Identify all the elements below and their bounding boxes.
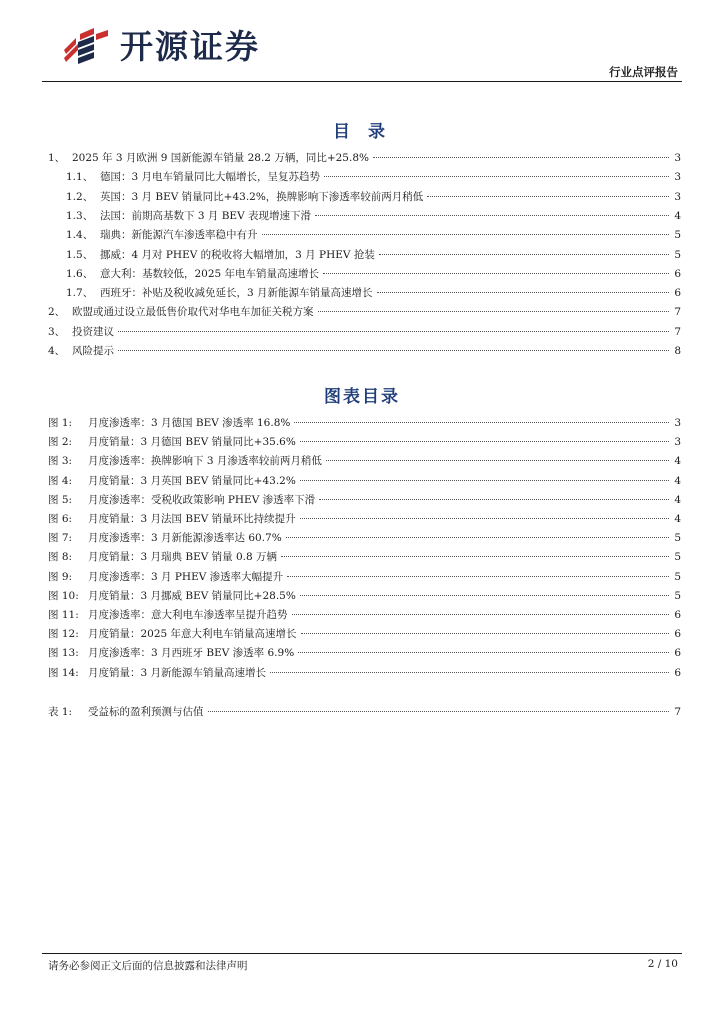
dot-leader	[300, 430, 669, 442]
figure-list-entry-number: 图 3:	[48, 455, 73, 468]
toc-entry[interactable]	[48, 323, 681, 339]
figure-list-entry-text: 月度渗透率：3 月 PHEV 渗透率大幅提升	[88, 570, 284, 583]
header-divider	[42, 81, 682, 82]
toc-entry-page: 7	[674, 306, 681, 319]
figure-list-entry-page: 4	[674, 493, 681, 506]
figure-list-entry[interactable]	[48, 625, 681, 641]
figure-list-title: 图表目录	[324, 387, 400, 407]
dot-leader	[262, 223, 670, 235]
toc-entry[interactable]	[66, 188, 681, 204]
toc-entry-number: 2、	[48, 306, 66, 319]
table-list-entry-number: 表 1:	[48, 706, 73, 718]
toc-entry-page: 8	[674, 345, 681, 357]
figure-list-entry-number: 图 6:	[48, 513, 73, 525]
brand-logo-icon	[60, 28, 112, 68]
dot-leader	[118, 320, 669, 332]
brand-name: 开源证券	[120, 27, 260, 66]
dot-leader	[286, 526, 669, 538]
table-list-entry-page: 7	[674, 706, 681, 718]
toc-entry-number: 3、	[48, 325, 66, 338]
toc-entry-number: 1.3、	[66, 209, 94, 222]
figure-list-entry-page: 5	[674, 551, 681, 564]
figure-list-entry-page: 3	[674, 417, 681, 429]
figure-list-entry[interactable]	[48, 414, 681, 430]
figure-list-entry-text: 月度销量：3 月挪威 BEV 销量同比+28.5%	[88, 589, 296, 602]
toc-entry-page: 3	[674, 171, 681, 184]
report-type-label: 行业点评报告	[609, 65, 678, 79]
toc-entry-text: 投资建议	[72, 325, 114, 338]
toc-entry-page: 6	[674, 287, 681, 300]
figure-list-entry[interactable]	[48, 472, 681, 488]
figure-list-entry-text: 月度渗透率：3 月德国 BEV 渗透率 16.8%	[88, 417, 291, 429]
footer-divider	[42, 953, 682, 954]
toc-entry-text: 英国：3 月 BEV 销量同比+43.2%，换牌影响下渗透率较前两月稍低	[100, 190, 424, 203]
figure-list-entry-number: 图 12:	[48, 628, 79, 641]
toc-entry-page: 6	[674, 267, 681, 280]
dot-leader	[281, 545, 669, 557]
figure-list-entry-number: 图 7:	[48, 532, 73, 545]
toc-entry-number: 1.1、	[66, 171, 94, 184]
dot-leader	[118, 339, 669, 351]
dot-leader	[208, 700, 670, 712]
figure-list-entry-text: 月度渗透率：换牌影响下 3 月渗透率较前两月稍低	[88, 455, 322, 468]
figure-list-entry-text: 月度销量：3 月法国 BEV 销量环比持续提升	[88, 513, 296, 525]
figure-list-entry-page: 4	[674, 513, 681, 525]
toc-entry-number: 1.6、	[66, 267, 94, 280]
toc-entry-number: 1.2、	[66, 190, 94, 203]
dot-leader	[270, 661, 669, 673]
figure-list-entry-number: 图 13:	[48, 647, 79, 660]
figure-list-entry[interactable]	[48, 529, 681, 545]
figure-list-entry-text: 月度销量：3 月新能源车销量高速增长	[88, 666, 267, 679]
figure-list-entry-text: 月度渗透率：3 月西班牙 BEV 渗透率 6.9%	[88, 647, 295, 660]
toc-entry-page: 5	[674, 248, 681, 261]
toc-entry-text: 2025 年 3 月欧洲 9 国新能源车销量 28.2 万辆，同比+25.8%	[72, 152, 369, 164]
figure-list-entry[interactable]	[48, 644, 681, 660]
dot-leader	[319, 488, 669, 500]
table-list-entry-text: 受益标的盈利预测与估值	[88, 706, 204, 718]
toc-entry-text: 欧盟或通过设立最低售价取代对华电车加征关税方案	[72, 306, 314, 319]
figure-list-entry-number: 图 2:	[48, 436, 73, 449]
toc-entry-number: 1、	[48, 152, 66, 164]
dot-leader	[427, 185, 669, 197]
figure-list-entry-text: 月度销量：3 月德国 BEV 销量同比+35.6%	[88, 436, 296, 449]
figure-list-entry-number: 图 9:	[48, 570, 73, 583]
toc-entry[interactable]	[48, 342, 681, 358]
toc-entry-number: 1.7、	[66, 287, 94, 300]
figure-list-entry[interactable]	[48, 433, 681, 449]
figure-list-entry-number: 图 1:	[48, 417, 73, 429]
toc-entry-text: 瑞典：新能源汽车渗透率稳中有升	[100, 229, 258, 242]
figure-list-entry-number: 图 4:	[48, 474, 73, 487]
figure-list-entry-text: 月度销量：3 月瑞典 BEV 销量 0.8 万辆	[88, 551, 278, 564]
figure-list-entry-page: 4	[674, 455, 681, 468]
toc-entry[interactable]	[48, 149, 681, 165]
dot-leader	[326, 449, 669, 461]
toc-entry-page: 3	[674, 152, 681, 164]
figure-list-entry-number: 图 11:	[48, 609, 79, 621]
toc-title: 目 录	[333, 122, 391, 142]
toc-entry-text: 挪威：4 月对 PHEV 的税收将大幅增加，3 月 PHEV 抢装	[100, 248, 375, 261]
toc-entry[interactable]	[66, 226, 681, 242]
toc-entry-text: 法国：前期高基数下 3 月 BEV 表现增速下滑	[100, 209, 311, 222]
figure-list-entry-page: 6	[674, 647, 681, 660]
toc-entry-page: 7	[674, 325, 681, 338]
figure-list-entry[interactable]	[48, 606, 681, 622]
dot-leader	[315, 204, 669, 216]
toc-entry-text: 西班牙：补贴及税收减免延长，3 月新能源车销量高速增长	[100, 287, 373, 300]
page-number: 2 / 10	[647, 958, 678, 970]
dot-leader	[324, 165, 669, 177]
dot-leader	[323, 262, 669, 274]
figure-list-entry-text: 月度销量：2025 年意大利电车销量高速增长	[88, 628, 297, 641]
figure-list-entry-number: 图 8:	[48, 551, 73, 564]
footer-disclaimer: 请务必参阅正文后面的信息披露和法律声明	[48, 960, 248, 972]
dot-leader	[377, 281, 669, 293]
toc-entry[interactable]	[66, 246, 681, 262]
figure-list-entry-text: 月度销量：3 月英国 BEV 销量同比+43.2%	[88, 474, 296, 487]
figure-list-entry-page: 5	[674, 589, 681, 602]
page-header	[42, 18, 682, 82]
toc-entry-text: 风险提示	[72, 345, 114, 357]
figure-list-entry-number: 图 14:	[48, 666, 79, 679]
dot-leader	[373, 146, 669, 158]
toc-entry[interactable]	[66, 168, 681, 184]
figure-list-entry-text: 月度渗透率：意大利电车渗透率呈提升趋势	[88, 609, 288, 621]
figure-list-entry-number: 图 10:	[48, 589, 79, 602]
figure-list-entry-text: 月度渗透率：受税收政策影响 PHEV 渗透率下滑	[88, 493, 316, 506]
figure-list-entry[interactable]	[48, 452, 681, 468]
figure-list-entry[interactable]	[48, 587, 681, 603]
figure-list-entry-number: 图 5:	[48, 493, 73, 506]
figure-list-entry-page: 5	[674, 532, 681, 545]
toc-entry-page: 3	[674, 190, 681, 203]
toc-entry[interactable]	[66, 284, 681, 300]
dot-leader	[379, 243, 669, 255]
figure-list-entry[interactable]	[48, 568, 681, 584]
figure-list-entry-page: 4	[674, 474, 681, 487]
toc-entry-page: 4	[674, 209, 681, 222]
toc-entry-number: 1.4、	[66, 229, 94, 242]
figure-list-entry[interactable]	[48, 510, 681, 526]
dot-leader	[287, 565, 669, 577]
figure-list-entry-text: 月度渗透率：3 月新能源渗透率达 60.7%	[88, 532, 282, 545]
brand-logo	[60, 22, 310, 72]
figure-list-entry-page: 6	[674, 666, 681, 679]
toc-entry-number: 1.5、	[66, 248, 94, 261]
dot-leader	[300, 507, 669, 519]
dot-leader	[292, 603, 670, 615]
figure-list-entry[interactable]	[48, 548, 681, 564]
figure-list-entry-page: 6	[674, 609, 681, 621]
toc-entry-text: 德国：3 月电车销量同比大幅增长，呈复苏趋势	[100, 171, 321, 184]
figure-list-entry-page: 6	[674, 628, 681, 641]
dot-leader	[294, 411, 669, 423]
table-list-entry[interactable]	[48, 703, 681, 719]
dot-leader	[298, 641, 669, 653]
figure-list-entry-page: 5	[674, 570, 681, 583]
toc-entry[interactable]	[48, 303, 681, 319]
figure-list-entry[interactable]	[48, 664, 681, 680]
toc-entry[interactable]	[66, 207, 681, 223]
dot-leader	[301, 622, 669, 634]
figure-list-entry[interactable]	[48, 491, 681, 507]
dot-leader	[300, 584, 669, 596]
dot-leader	[300, 469, 669, 481]
toc-entry-text: 意大利：基数较低，2025 年电车销量高速增长	[100, 267, 320, 280]
dot-leader	[318, 300, 670, 312]
toc-entry-number: 4、	[48, 345, 66, 357]
toc-entry[interactable]	[66, 265, 681, 281]
figure-list-entry-page: 3	[674, 436, 681, 449]
toc-entry-page: 5	[674, 229, 681, 242]
